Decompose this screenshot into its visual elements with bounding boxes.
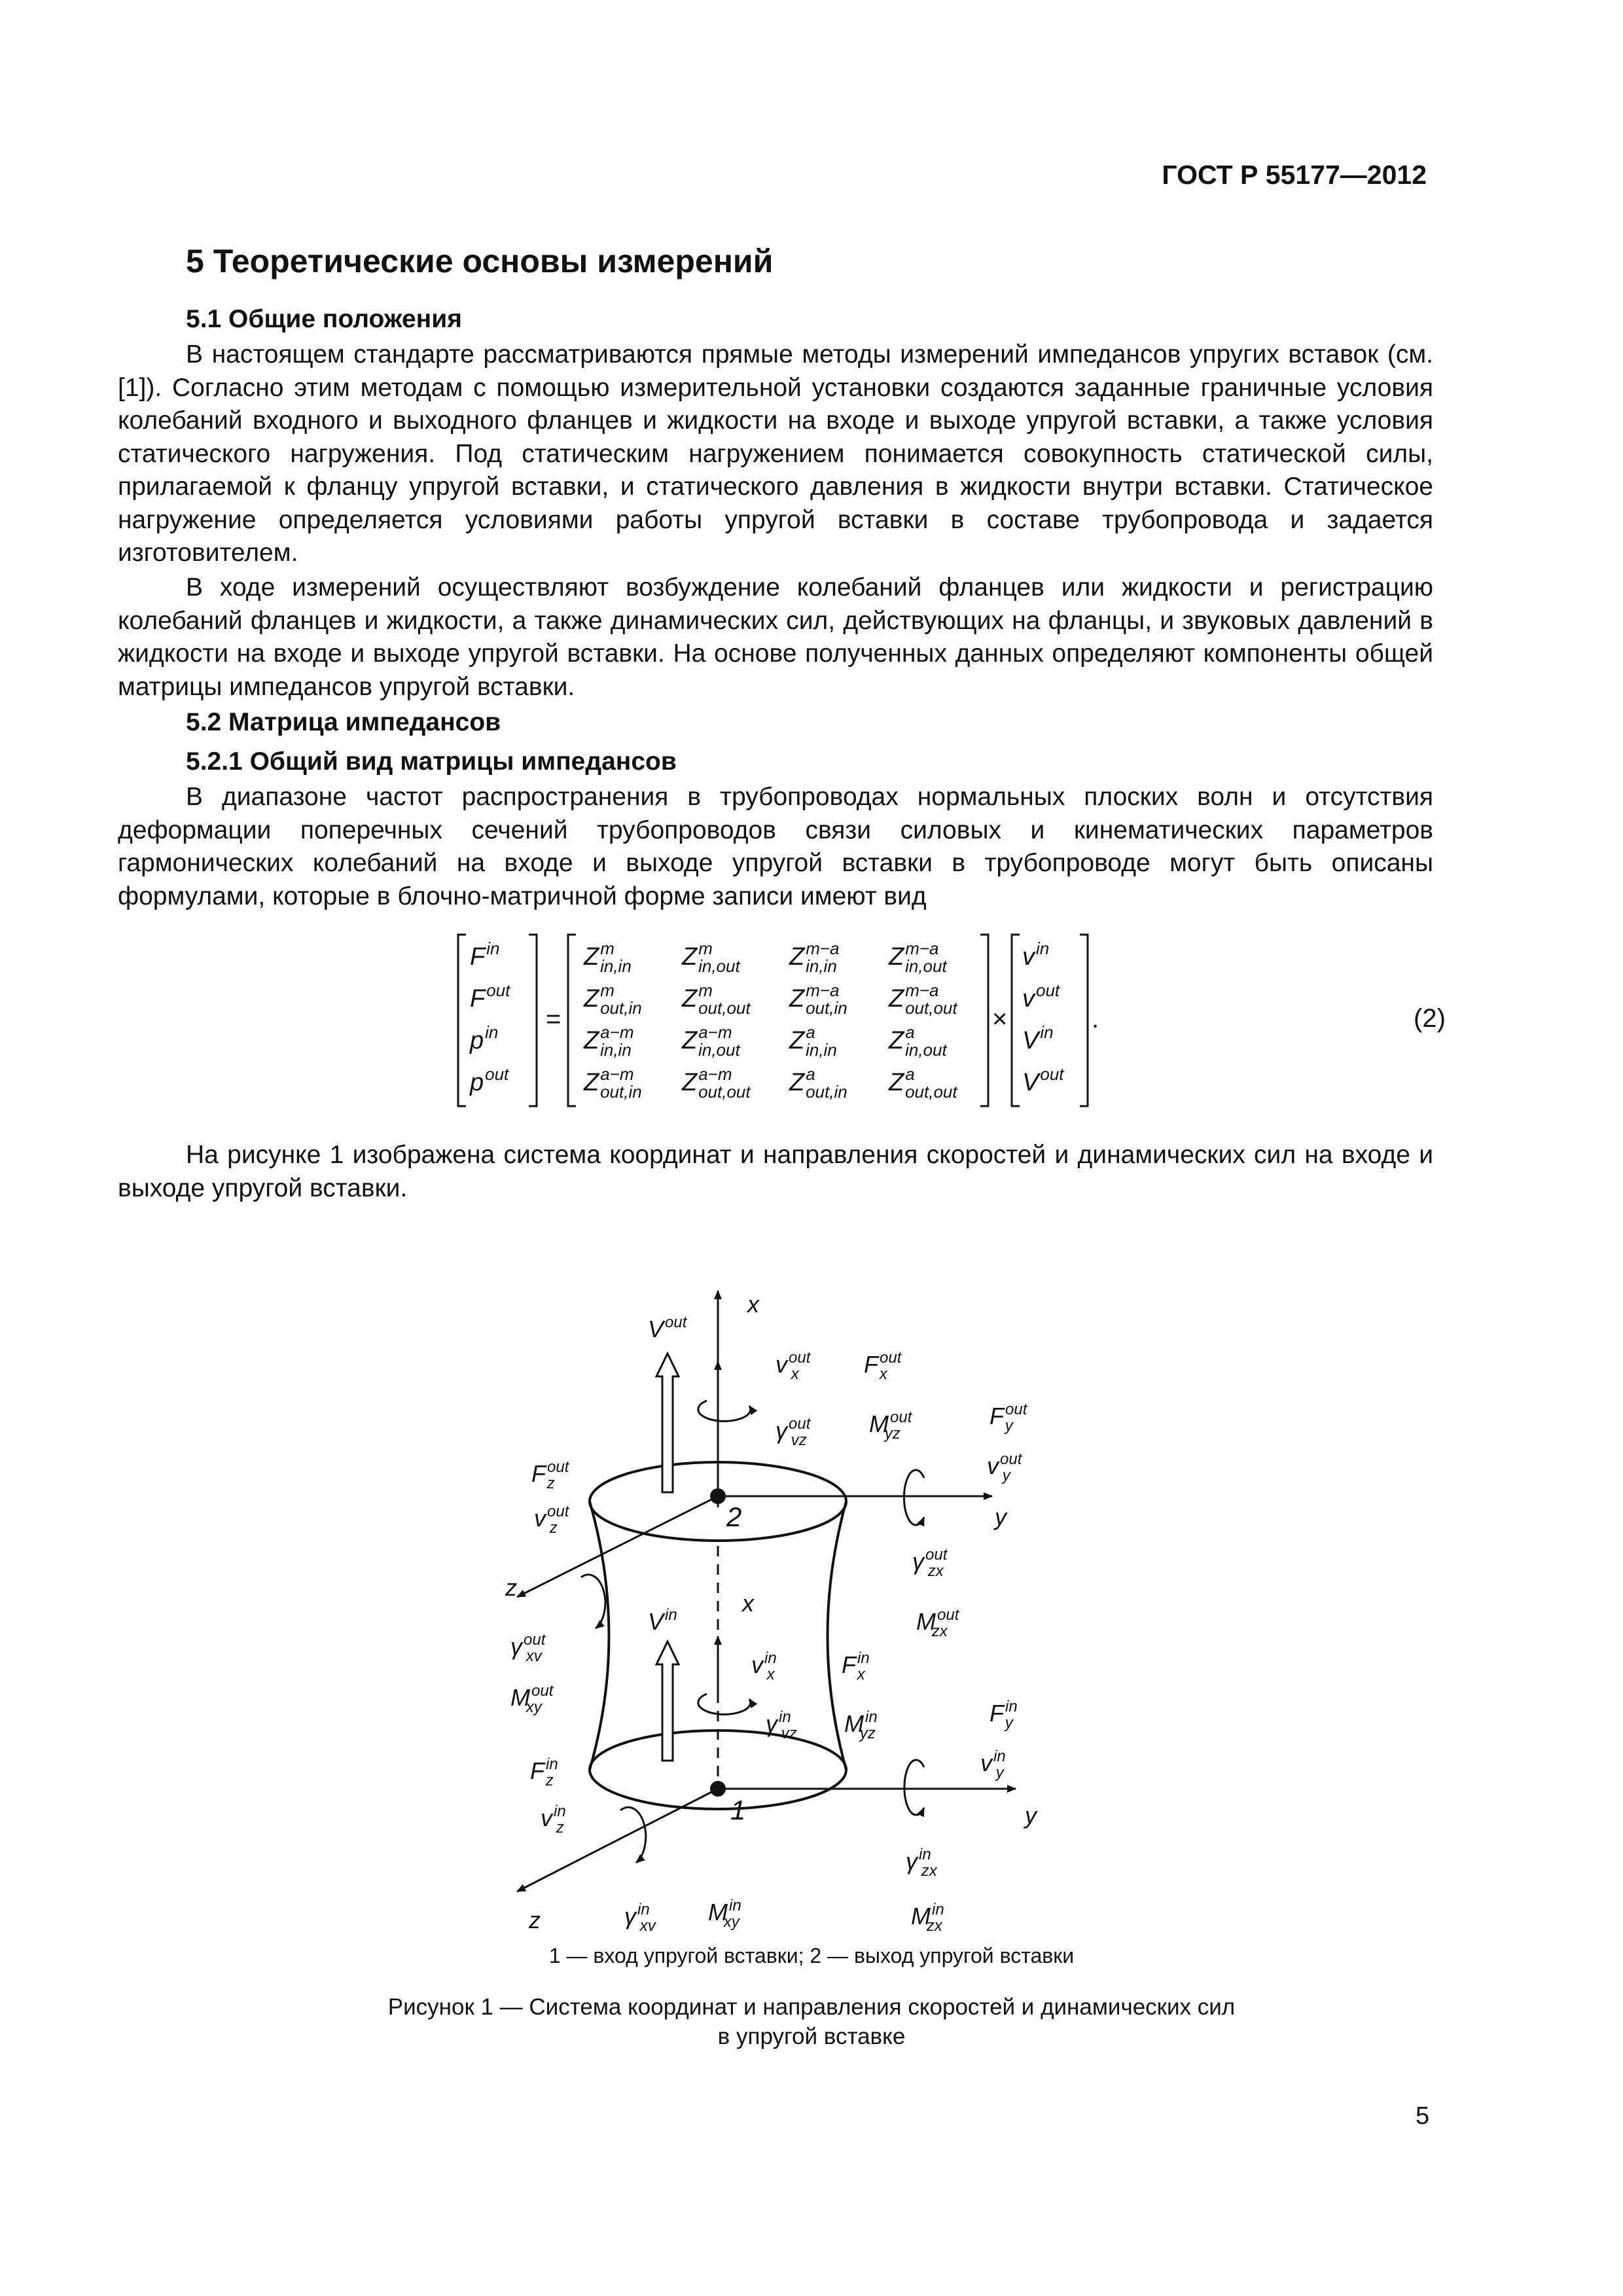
rotation-xy-out bbox=[581, 1575, 605, 1628]
label-z-in: z bbox=[529, 1907, 541, 1933]
matrix-entry: $Z^a$ out,out bbox=[889, 1064, 957, 1102]
matrix-entry: $Z^{m-a}$ out,out bbox=[889, 980, 957, 1018]
label-Fz-in: $F^{in}$ z bbox=[530, 1755, 558, 1789]
equation-period: . bbox=[1092, 1005, 1099, 1033]
figure-key: 1 — вход упругой вставки; 2 — выход упругой вставки bbox=[548, 1944, 1075, 1967]
label-V-in: $V^{in}$ bbox=[648, 1606, 677, 1635]
velocity-in-arrow bbox=[656, 1641, 679, 1761]
label-Fx-in: $F^{in}$ x bbox=[842, 1649, 870, 1683]
label-Fy-in: $F^{in}$ y bbox=[990, 1698, 1018, 1732]
matrix-entry: $Z^m$ in,out bbox=[682, 939, 740, 976]
left-vector-entry: $p^{out}$ bbox=[470, 1064, 509, 1096]
label-Myz-in: $M^{in}$ yz bbox=[844, 1708, 878, 1742]
paragraph-5-1-2: В ходе измерений осуществляют возбуждение колебаний фланцев или жидкости и регистрацию колебаний фланцев и жидкости, а также динамических сил, действующих на фланцы, и звуковых давлений в жидкости на входе и выходе упругой вставки. На основе полученных данных определяют компоненты общей матрицы импедансов упругой вставки. bbox=[118, 573, 1433, 701]
label-vx-in: $v^{in}$ x bbox=[751, 1649, 777, 1683]
matrix-entry: $Z^a$ in,out bbox=[889, 1022, 947, 1060]
equation-brackets bbox=[458, 935, 1088, 1106]
rotation-zx-out bbox=[904, 1470, 924, 1525]
label-vy-in: $v^{in}$ y bbox=[980, 1748, 1006, 1782]
label-vy-out: $v^{out}$ y bbox=[987, 1450, 1022, 1484]
label-gvz-in: $\gamma^{in}$ vz bbox=[766, 1708, 797, 1742]
rotation-xy-in bbox=[620, 1807, 646, 1863]
times-sign: × bbox=[992, 1005, 1008, 1033]
left-vector-entry: $F^{in}$ bbox=[470, 939, 500, 971]
rotation-zx-in bbox=[904, 1760, 924, 1815]
label-point2: 2 bbox=[726, 1501, 742, 1532]
velocity-out-arrow bbox=[656, 1354, 679, 1492]
label-gxv-out: $\gamma^{out}$ xv bbox=[510, 1631, 546, 1665]
label-gzx-out: $\gamma^{out}$ zx bbox=[912, 1546, 948, 1580]
equation-terms bbox=[469, 939, 1099, 1102]
matrix-entry: $Z^m$ out,in bbox=[584, 980, 642, 1018]
matrix-entry: $Z^m$ in,in bbox=[584, 939, 632, 976]
label-gzx-in: $\gamma^{in}$ zx bbox=[906, 1846, 937, 1880]
rotation-vz-in bbox=[698, 1694, 751, 1714]
matrix-entry: $Z^{a-m}$ in,out bbox=[682, 1022, 740, 1060]
standard-designation: ГОСТ Р 55177—2012 bbox=[1162, 160, 1427, 190]
figure-geometry bbox=[517, 1291, 1016, 1892]
page-number: 5 bbox=[1416, 2102, 1430, 2130]
paragraph-5-1-1: В настоящем стандарте рассматриваются прямые методы измерений импедансов упругих вставок (см. [1]). Согласно этим методам с помощью измерительной установки создаются заданные граничные условия колебаний входного и выходного фланцев и жидкости на входе и выходе упругой вставки, а также условия статического нагружения. Под статическим нагружением понимается совокупность статической силы, прилагаемой к фланцу упругой вставки, и статического давления в жидкости внутри вставки. Статическое нагружение определяется условиями работы упругой вставки в составе трубопровода и задается изготовителем. bbox=[118, 340, 1433, 567]
label-point1: 1 bbox=[730, 1795, 746, 1825]
label-x-mid: x bbox=[742, 1590, 754, 1617]
label-Fx-out: $F^{out}$ x bbox=[864, 1349, 902, 1383]
axis-z-out bbox=[517, 1496, 718, 1597]
section-title: 5 Теоретические основы измерений bbox=[186, 243, 774, 279]
label-Myz-out: $M^{out}$ yz bbox=[869, 1408, 912, 1443]
matrix-entry: $Z^{a-m}$ out,out bbox=[682, 1064, 751, 1102]
subsection-5-2-title: 5.2 Матрица импедансов bbox=[186, 708, 501, 736]
matrix-entry: $Z^{a-m}$ in,in bbox=[584, 1022, 634, 1060]
label-y-in: y bbox=[1025, 1802, 1037, 1829]
label-Mzx-out: $M^{out}$ zx bbox=[916, 1606, 959, 1640]
axis-z-in bbox=[517, 1789, 718, 1892]
insert-wall-left bbox=[590, 1501, 609, 1770]
left-vector-entry: $p^{in}$ bbox=[470, 1022, 499, 1054]
label-Mzx-in: $M^{in}$ zx bbox=[911, 1901, 944, 1935]
label-x-top: x bbox=[747, 1291, 759, 1318]
right-vector-entry: $V^{in}$ bbox=[1022, 1022, 1054, 1054]
rotation-vz-out bbox=[698, 1401, 751, 1421]
right-vector-entry: $v^{out}$ bbox=[1022, 980, 1060, 1013]
matrix-entry: $Z^{a-m}$ out,in bbox=[584, 1064, 642, 1102]
label-Fy-out: $F^{out}$ y bbox=[990, 1401, 1027, 1435]
right-vector-entry: $v^{in}$ bbox=[1022, 939, 1050, 971]
label-gvz-out: $\gamma^{out}$ vz bbox=[776, 1415, 811, 1449]
left-vector-entry: $F^{out}$ bbox=[470, 980, 510, 1013]
insert-wall-right bbox=[828, 1501, 847, 1770]
figure-title-line1: Рисунок 1 — Система координат и направления скоростей и динамических сил bbox=[387, 1994, 1236, 2020]
point-1-dot bbox=[710, 1781, 726, 1797]
figure-title bbox=[0, 1992, 1623, 2051]
label-vx-out: $v^{out}$ x bbox=[776, 1349, 811, 1383]
matrix-entry: $Z^{m-a}$ in,out bbox=[889, 939, 947, 976]
outlet-flange-ellipse bbox=[590, 1462, 846, 1541]
matrix-entry: $Z^m$ out,out bbox=[682, 980, 751, 1018]
subsection-5-1-title: 5.1 Общие положения bbox=[186, 305, 462, 333]
label-vz-in: $v^{in}$ z bbox=[541, 1803, 566, 1837]
matrix-entry: $Z^a$ out,in bbox=[789, 1064, 847, 1102]
label-Fz-out: $F^{out}$ z bbox=[531, 1458, 569, 1492]
equals-sign: = bbox=[546, 1005, 562, 1033]
label-vz-out: $v^{out}$ z bbox=[534, 1503, 569, 1537]
subsection-5-2-1-title: 5.2.1 Общий вид матрицы импедансов bbox=[186, 747, 677, 776]
figure-labels bbox=[505, 1291, 1038, 1935]
point-2-dot bbox=[710, 1488, 726, 1504]
matrix-entry: $Z^{m-a}$ out,in bbox=[789, 980, 847, 1018]
label-y-out: y bbox=[995, 1503, 1007, 1530]
label-gxv-in: $\gamma^{in}$ xv bbox=[624, 1901, 656, 1935]
right-vector-entry: $V^{out}$ bbox=[1022, 1064, 1064, 1096]
label-z-out: z bbox=[505, 1574, 517, 1601]
label-V-out: $V^{out}$ bbox=[648, 1314, 687, 1342]
inlet-flange-ellipse bbox=[590, 1731, 846, 1809]
matrix-entry: $Z^a$ in,in bbox=[789, 1022, 837, 1060]
matrix-entry: $Z^{m-a}$ in,in bbox=[789, 939, 840, 976]
equation-number: (2) bbox=[1414, 1004, 1446, 1033]
paragraph-figure-intro: На рисунке 1 изображена система координат и направления скоростей и динамических сил на входе и выходе упругой вставки. bbox=[118, 1141, 1433, 1202]
paragraph-5-2-1: В диапазоне частот распространения в трубопроводах нормальных плоских волн и отсутствия деформации поперечных сечений трубопроводов связи силовых и кинематических параметров гармонических колебаний на входе и выходе упругой вставки в трубопроводе могут быть описаны формулами, которые в блочно-матричной форме записи имеют вид bbox=[118, 783, 1433, 910]
figure-title-line2: в упругой вставке bbox=[717, 2024, 906, 2049]
label-Mxy-in: $M^{in}$ xy bbox=[708, 1897, 741, 1931]
label-Mxy-out: $M^{out}$ xy bbox=[510, 1682, 554, 1716]
